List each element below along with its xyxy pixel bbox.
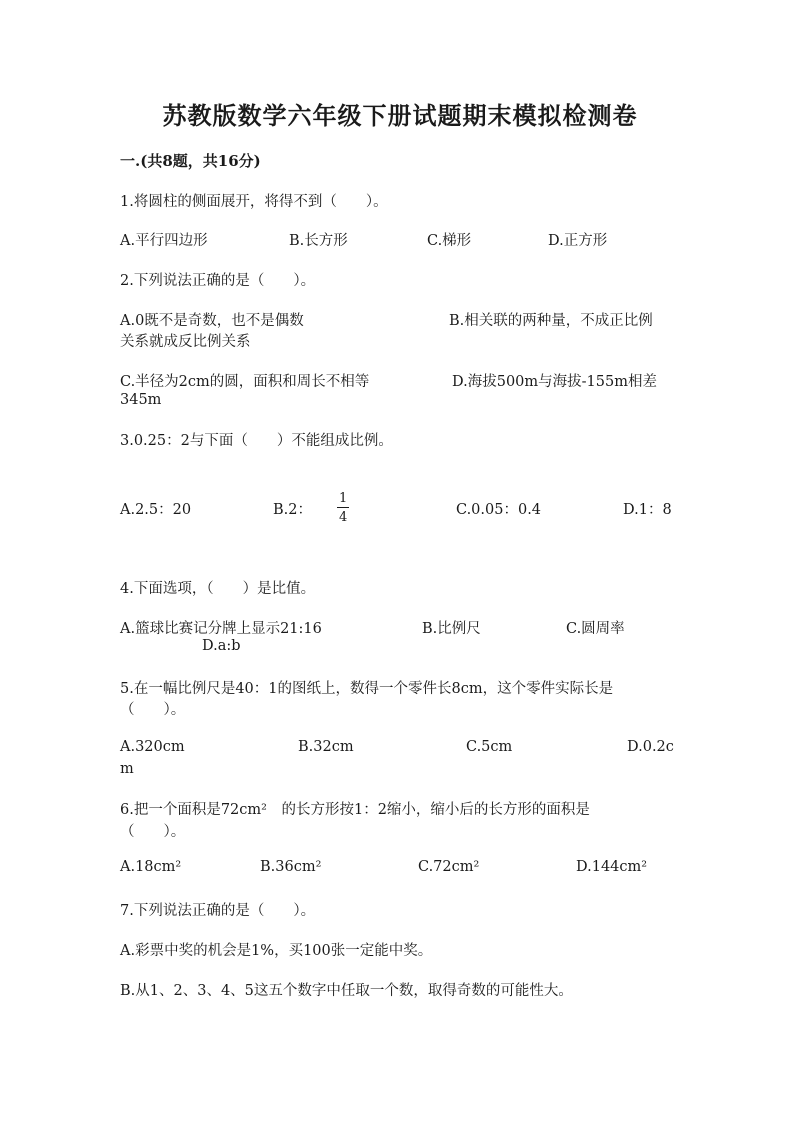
question-7-stem: 7.下列说法正确的是（ ）。 — [120, 903, 316, 919]
page-title: 苏教版数学六年级下册试题期末模拟检测卷 — [162, 101, 638, 130]
question-6-option-a: A.18cm² — [120, 859, 182, 875]
question-5-option-c: C.5cm — [466, 739, 513, 755]
fraction-numerator: 1 — [339, 491, 348, 506]
question-3-option-d: D.1：8 — [623, 502, 672, 518]
question-3-option-c: C.0.05：0.4 — [456, 502, 542, 518]
question-5-stem: 5.在一幅比例尺是40：1的图纸上，数得一个零件长8cm，这个零件实际长是 — [120, 681, 614, 697]
question-2-option-b: B.相关联的两种量，不成正比例 — [449, 313, 653, 329]
question-2-option-a: A.0既不是奇数，也不是偶数 — [120, 313, 304, 329]
question-2-option-d: D.海拔500m与海拔-155m相差 — [452, 374, 657, 390]
question-4-stem: 4.下面选项，（ ）是比值。 — [120, 581, 316, 597]
question-4-option-a: A.篮球比赛记分牌上显示21:16 — [120, 621, 322, 637]
question-3-option-b: B.2： — [273, 502, 312, 518]
question-6-stem-continued: （ ）。 — [120, 824, 186, 840]
question-1-option-a: A.平行四边形 — [120, 233, 208, 249]
question-5-option-d: D.0.2c — [627, 739, 674, 755]
question-2-stem: 2.下列说法正确的是（ ）。 — [120, 273, 316, 289]
question-5-stem-continued: （ ）。 — [120, 702, 186, 718]
question-7-option-b: B.从1、2、3、4、5这五个数字中任取一个数，取得奇数的可能性大。 — [120, 983, 573, 999]
question-3-option-a: A.2.5：20 — [120, 502, 192, 518]
question-2-option-c: C.半径为2cm的圆，面积和周长不相等 — [120, 374, 370, 390]
question-3-option-b-fraction — [336, 492, 350, 524]
question-6-stem: 6.把一个面积是72cm² 的长方形按1：2缩小，缩小后的长方形的面积是 — [120, 802, 590, 818]
question-4-option-b: B.比例尺 — [422, 621, 481, 637]
question-6-option-b: B.36cm² — [260, 859, 322, 875]
question-1-stem: 1.将圆柱的侧面展开，将得不到（ ）。 — [120, 194, 388, 210]
question-4-option-c: C.圆周率 — [566, 621, 625, 637]
question-2-option-b-continued: 关系就成反比例关系 — [120, 334, 251, 350]
question-5-option-d-continued: m — [120, 761, 134, 777]
question-2-option-d-continued: 345m — [120, 392, 162, 408]
question-1-option-b: B.长方形 — [289, 233, 348, 249]
question-7-option-a: A.彩票中奖的机会是1%，买100张一定能中奖。 — [120, 943, 433, 959]
question-3-stem: 3.0.25：2与下面（ ）不能组成比例。 — [120, 433, 393, 449]
question-5-option-a: A.320cm — [120, 739, 185, 755]
question-4-option-d: D.a:b — [202, 638, 241, 654]
question-6-option-c: C.72cm² — [418, 859, 480, 875]
question-1-option-c: C.梯形 — [427, 233, 472, 249]
question-1-option-d: D.正方形 — [548, 233, 608, 249]
question-5-option-b: B.32cm — [298, 739, 354, 755]
question-6-option-d: D.144cm² — [576, 859, 648, 875]
fraction-denominator: 4 — [339, 510, 348, 525]
section-heading: 一.(共8题，共16分) — [120, 152, 261, 170]
